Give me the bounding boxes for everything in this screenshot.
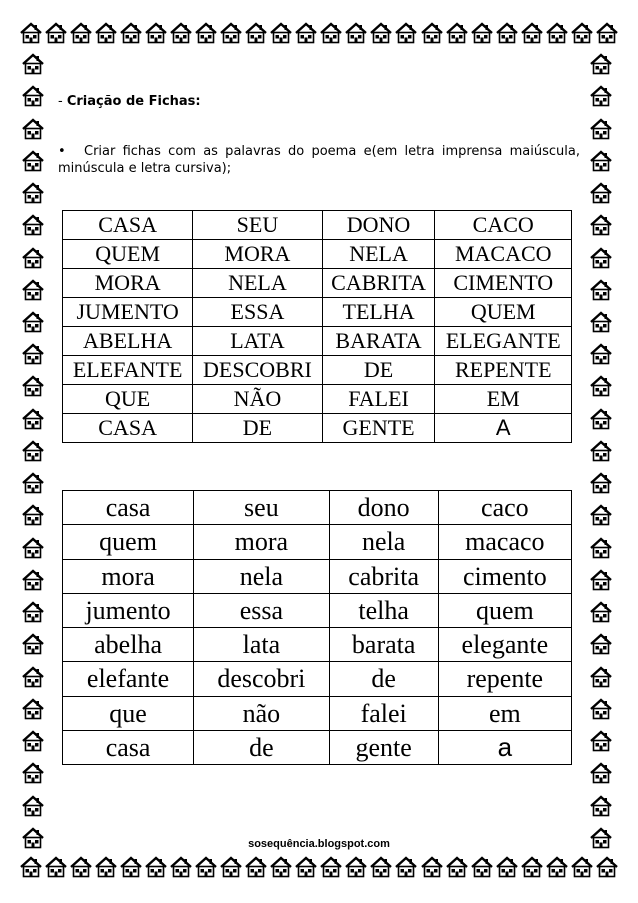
house-icon [245,22,267,44]
house-icon [571,22,593,44]
house-icon [521,22,543,44]
house-icon [22,118,44,140]
house-icon [22,85,44,107]
house-icon [590,279,612,301]
word-cell: mora [63,559,194,593]
house-icon [590,53,612,75]
house-icon [590,601,612,623]
house-icon [270,856,292,878]
word-cell: de [194,730,330,764]
house-icon [590,343,612,365]
house-icon [45,22,67,44]
house-icon [22,537,44,559]
house-icon [95,22,117,44]
house-icon [95,856,117,878]
house-icon [120,856,142,878]
house-icon [295,856,317,878]
house-icon [70,22,92,44]
house-icon [22,279,44,301]
table-row [63,240,572,269]
house-icon [421,856,443,878]
word-cell: nela [329,525,438,559]
border-bottom [20,856,618,882]
house-icon [22,762,44,784]
word-cell: de [329,662,438,696]
house-icon [446,856,468,878]
table-row [63,628,572,662]
table-row [63,593,572,627]
word-cell: repente [438,662,571,696]
house-icon [22,150,44,172]
house-icon [120,22,142,44]
house-icon [521,856,543,878]
border-top [20,22,618,48]
word-cell: EM [435,385,572,414]
word-cell: telha [329,593,438,627]
house-icon [590,666,612,688]
house-icon [590,375,612,397]
uppercase-word-table [62,210,572,443]
house-icon [270,22,292,44]
house-icon [590,247,612,269]
house-icon [22,182,44,204]
word-cell: ESSA [193,298,322,327]
house-icon [22,666,44,688]
house-icon [395,22,417,44]
word-cell: CACO [435,211,572,240]
house-icon [496,856,518,878]
word-cell: que [63,696,194,730]
word-cell: mora [194,525,330,559]
word-cell: BARATA [322,327,435,356]
word-cell: cabrita [329,559,438,593]
house-icon [471,856,493,878]
house-icon [590,311,612,333]
house-icon [590,214,612,236]
house-icon [195,856,217,878]
word-cell: JUMENTO [63,298,193,327]
house-icon [590,762,612,784]
word-cell: NELA [193,269,322,298]
house-icon [22,343,44,365]
word-cell: FALEI [322,385,435,414]
house-icon [295,22,317,44]
word-cell: cimento [438,559,571,593]
table-row [63,491,572,525]
house-icon [590,408,612,430]
word-cell: LATA [193,327,322,356]
word-cell: quem [63,525,194,559]
word-cell: macaco [438,525,571,559]
word-cell: DESCOBRI [193,356,322,385]
house-icon [70,856,92,878]
word-cell: NÃO [193,385,322,414]
table-row [63,662,572,696]
word-cell: descobri [194,662,330,696]
word-cell: nela [194,559,330,593]
house-icon [22,633,44,655]
word-cell: CABRITA [322,269,435,298]
word-cell: caco [438,491,571,525]
word-cell: MACACO [435,240,572,269]
house-icon [590,440,612,462]
word-cell: GENTE [322,414,435,443]
house-icon [22,504,44,526]
house-icon [421,22,443,44]
word-cell: DE [193,414,322,443]
word-cell: elefante [63,662,194,696]
house-icon [590,118,612,140]
house-icon [370,856,392,878]
house-icon [22,795,44,817]
word-cell: CASA [63,414,193,443]
house-icon [22,472,44,494]
table-row [63,211,572,240]
word-cell: REPENTE [435,356,572,385]
word-cell: falei [329,696,438,730]
house-icon [220,22,242,44]
house-icon [22,408,44,430]
section-heading [58,94,201,109]
word-cell: SEU [193,211,322,240]
house-icon [590,150,612,172]
word-cell: MORA [63,269,193,298]
house-icon [590,537,612,559]
house-icon [590,633,612,655]
house-icon [170,856,192,878]
house-icon [590,182,612,204]
word-cell: dono [329,491,438,525]
table-row [63,525,572,559]
word-cell: jumento [63,593,194,627]
house-icon [590,472,612,494]
house-icon [546,856,568,878]
word-cell: ELEGANTE [435,327,572,356]
house-icon [446,22,468,44]
word-cell: não [194,696,330,730]
word-cell: A [435,414,572,443]
house-icon [22,698,44,720]
house-icon [22,601,44,623]
border-right [590,48,616,854]
footer-blog-url: sosequência.blogspot.com [248,838,390,850]
house-icon [45,856,67,878]
border-left [22,48,48,854]
table-row [63,559,572,593]
word-cell: barata [329,628,438,662]
house-icon [471,22,493,44]
table-row [63,327,572,356]
house-icon [345,856,367,878]
house-icon [20,856,42,878]
table-row [63,269,572,298]
word-cell: QUEM [435,298,572,327]
house-icon [22,311,44,333]
house-icon [590,504,612,526]
heading-dash: - [58,94,63,109]
house-icon [596,22,618,44]
house-icon [320,22,342,44]
house-icon [590,730,612,752]
house-icon [370,22,392,44]
house-icon [22,730,44,752]
house-icon [22,53,44,75]
house-icon [590,698,612,720]
word-cell: ELEFANTE [63,356,193,385]
house-icon [145,856,167,878]
house-icon [22,440,44,462]
word-cell: casa [63,730,194,764]
house-icon [590,569,612,591]
house-icon [395,856,417,878]
house-icon [571,856,593,878]
word-cell: NELA [322,240,435,269]
house-icon [22,375,44,397]
word-cell: essa [194,593,330,627]
word-cell: TELHA [322,298,435,327]
word-cell: QUEM [63,240,193,269]
table-row [63,298,572,327]
word-cell: casa [63,491,194,525]
instruction-text: Criar fichas com as palavras do poema e(em letra imprensa maiúscula, minúscula e letra cursiva); [58,144,580,176]
house-icon [22,569,44,591]
table-row [63,385,572,414]
table-row [63,730,572,764]
heading-title: Criação de Fichas: [66,94,201,109]
instruction-paragraph [58,143,580,177]
word-cell: a [438,730,571,764]
word-cell: DE [322,356,435,385]
word-cell: DONO [322,211,435,240]
word-cell: CIMENTO [435,269,572,298]
word-cell: gente [329,730,438,764]
house-icon [170,22,192,44]
word-cell: lata [194,628,330,662]
word-cell: QUE [63,385,193,414]
word-cell: abelha [63,628,194,662]
word-cell: quem [438,593,571,627]
word-cell: MORA [193,240,322,269]
house-icon [345,22,367,44]
house-icon [596,856,618,878]
word-cell: em [438,696,571,730]
house-icon [496,22,518,44]
table-row [63,414,572,443]
word-cell: elegante [438,628,571,662]
house-icon [590,85,612,107]
word-cell: CASA [63,211,193,240]
word-cell: seu [194,491,330,525]
house-icon [20,22,42,44]
house-icon [220,856,242,878]
instruction-bullet: • [58,144,66,159]
house-icon [590,795,612,817]
house-icon [546,22,568,44]
house-icon [22,247,44,269]
house-icon [145,22,167,44]
table-row [63,356,572,385]
word-cell: ABELHA [63,327,193,356]
house-icon [22,214,44,236]
lowercase-word-table [62,490,572,765]
house-icon [195,22,217,44]
house-icon [320,856,342,878]
table-row [63,696,572,730]
house-icon [245,856,267,878]
